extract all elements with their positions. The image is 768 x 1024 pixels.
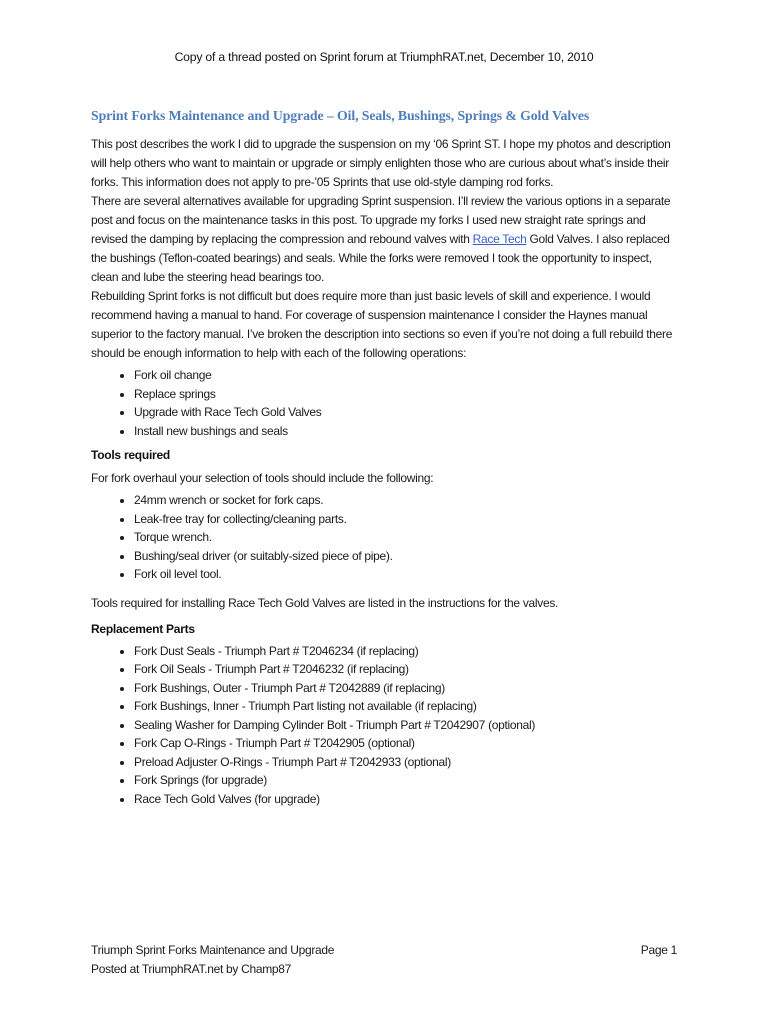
list-item: • Fork Bushings, Inner - Triumph Part listing not available (if replacing)	[134, 697, 677, 716]
list-item: • Fork Dust Seals - Triumph Part # T2046234 (if replacing)	[134, 642, 677, 661]
tools-list	[91, 491, 677, 584]
paragraph-alternatives-after-link: Gold Valves. I also replaced the bushings (Teflon-coated bearings) and seals. While the forks were removed I took the opportunity to inspect, clean and lube the steering head bearings too.	[91, 232, 670, 284]
page-number: Page 1	[640, 943, 677, 957]
page-footer	[91, 941, 677, 979]
operations-list	[91, 366, 677, 440]
list-item: • Install new bushings and seals	[134, 422, 677, 441]
list-item: • Torque wrench.	[134, 528, 677, 547]
paragraph-rebuilding: Rebuilding Sprint forks is not difficult but does require more than just basic levels of skill and experience. I would recommend having a manual to hand. For coverage of suspension maintenance I consider the Haynes manual superior to the factory manual. I’ve broken the description into sections so even if you’re not doing a full rebuild there should be enough information to help with each of the following operations:	[91, 289, 673, 360]
list-item: • Sealing Washer for Damping Cylinder Bolt - Triumph Part # T2042907 (optional)	[134, 716, 677, 735]
list-item: • Upgrade with Race Tech Gold Valves	[134, 403, 677, 422]
list-item: • Race Tech Gold Valves (for upgrade)	[134, 790, 677, 809]
paragraph-alternatives-before-link: There are several alternatives available for upgrading Sprint suspension. I’ll review the various options in a separate post and focus on the maintenance tasks in this post. To upgrade my forks I used new straight rate springs and revised the damping by replacing the compression and rebound valves with	[91, 194, 671, 246]
list-item: • Leak-free tray for collecting/cleaning parts.	[134, 510, 677, 529]
list-item: • Preload Adjuster O-Rings - Triumph Part # T2042933 (optional)	[134, 753, 677, 772]
list-item: • Bushing/seal driver (or suitably-sized piece of pipe).	[134, 547, 677, 566]
footer-text	[91, 941, 334, 979]
header-note: Copy of a thread posted on Sprint forum at TriumphRAT.net, December 10, 2010	[174, 50, 594, 64]
list-item: • Fork Cap O-Rings - Triumph Part # T2042905 (optional)	[134, 734, 677, 753]
race-tech-link[interactable]: Race Tech	[472, 232, 527, 246]
footer-posted-by: Posted at TriumphRAT.net by Champ87	[91, 962, 292, 976]
paragraph-tools-note: Tools required for installing Race Tech Gold Valves are listed in the instructions for the valves.	[91, 595, 559, 610]
replacement-parts-heading: Replacement Parts	[91, 621, 195, 636]
list-item: • 24mm wrench or socket for fork caps.	[134, 491, 677, 510]
list-item: • Fork oil change	[134, 366, 677, 385]
list-item: • Replace springs	[134, 385, 677, 404]
paragraph-intro: This post describes the work I did to upgrade the suspension on my ‘06 Sprint ST. I hope my photos and description will help others who want to maintain or upgrade or simply enlighten those who are curious about what’s inside their forks. This information does not apply to pre-’05 Sprints that use old-style damping rod forks.	[91, 137, 671, 189]
paragraph-tools-intro: For fork overhaul your selection of tools should include the following:	[91, 471, 434, 485]
list-item: • Fork Oil Seals - Triumph Part # T2046232 (if replacing)	[134, 660, 677, 679]
paragraph-alternatives	[91, 192, 677, 287]
footer-doc-title: Triumph Sprint Forks Maintenance and Upgrade	[91, 943, 335, 957]
page-title: Sprint Forks Maintenance and Upgrade – Oil, Seals, Bushings, Springs & Gold Valves	[91, 108, 590, 123]
replacement-parts-list	[91, 642, 677, 809]
list-item: • Fork Springs (for upgrade)	[134, 771, 677, 790]
tools-required-heading: Tools required	[91, 448, 170, 462]
list-item: • Fork oil level tool.	[134, 565, 677, 584]
list-item: • Fork Bushings, Outer - Triumph Part # T2042889 (if replacing)	[134, 679, 677, 698]
